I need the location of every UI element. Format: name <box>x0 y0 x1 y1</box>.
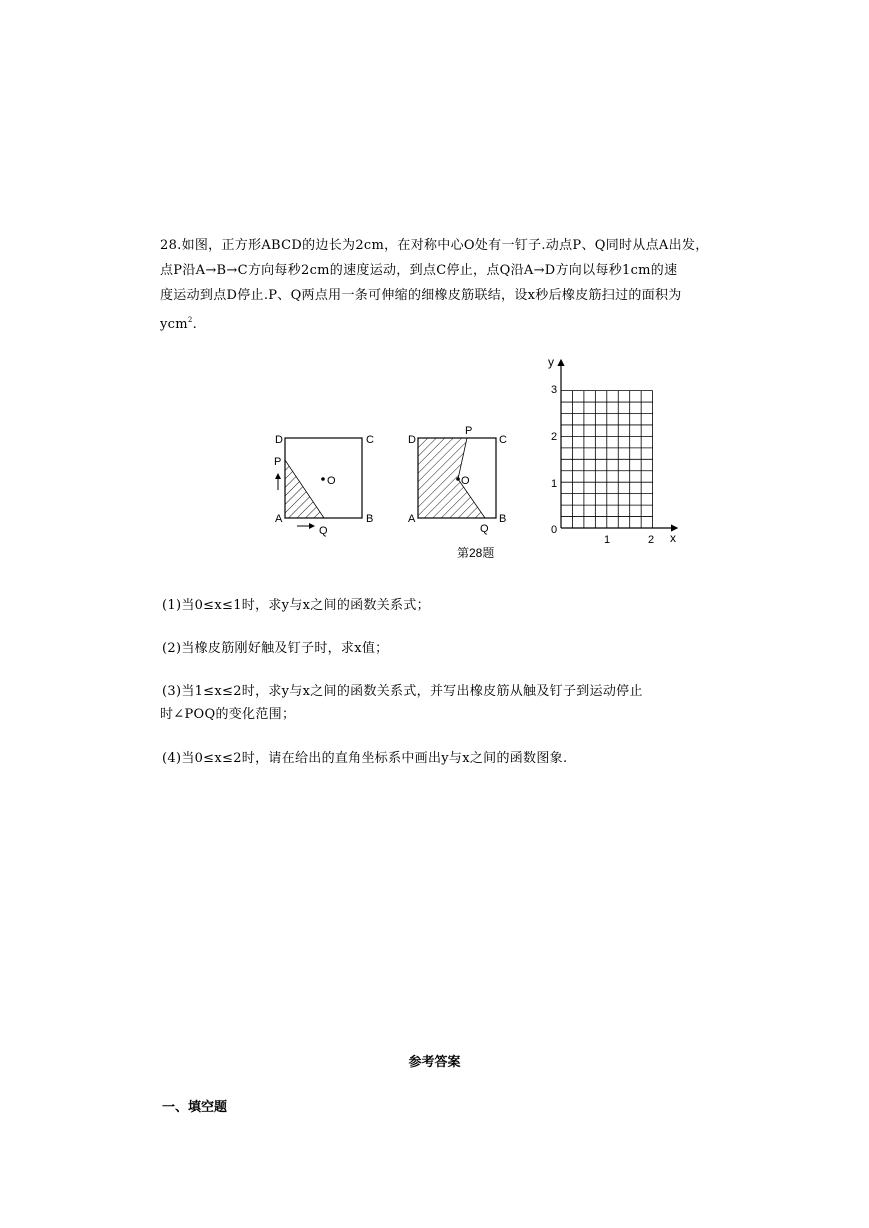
y-tick-2: 2 <box>551 431 558 443</box>
question-1: (1)当0≤x≤1时，求y与x之间的函数关系式； <box>162 598 430 613</box>
origin-label: 0 <box>551 524 558 536</box>
area-unit: ycm <box>160 317 188 332</box>
area-unit-exponent: 2 <box>187 316 193 324</box>
fig2-nail-point <box>456 477 460 481</box>
fig1-label-B: B <box>366 513 374 525</box>
fig2-label-Q: Q <box>480 523 489 535</box>
fig2-label-B: B <box>499 513 507 525</box>
coordinate-grid <box>561 391 653 528</box>
fig1-shaded-region <box>285 460 324 518</box>
answers-title: 参考答案 <box>408 1055 461 1070</box>
fig2-shaded-region <box>418 438 485 518</box>
fig1-label-D: D <box>275 434 283 446</box>
fig1-label-A: A <box>275 513 283 525</box>
fig1-label-P: P <box>274 456 282 468</box>
problem-figure <box>0 0 869 600</box>
fig2-label-D: D <box>408 434 416 446</box>
figure-caption: 第28题 <box>457 546 495 560</box>
fig2-label-C: C <box>499 434 507 446</box>
problem-line-1: 28.如图，正方形ABCD的边长为2cm，在对称中心O处有一钉子.动点P、Q同时从点A出发， <box>160 238 709 253</box>
x-axis-label: x <box>670 531 676 545</box>
question-2: (2)当橡皮筋刚好触及钉子时，求x值； <box>162 641 389 656</box>
y-tick-3: 3 <box>551 384 558 396</box>
problem-line-2: 点P沿A→B→C方向每秒2cm的速度运动，到点C停止，点Q沿A→D方向以每秒1cm的速 <box>160 263 678 278</box>
fig1-nail-point <box>321 477 325 481</box>
period: . <box>192 317 198 332</box>
x-tick-1: 1 <box>604 534 611 546</box>
question-4: (4)当0≤x≤2时，请在给出的直角坐标系中画出y与x之间的函数图象. <box>162 751 568 766</box>
fig1-label-O: O <box>327 475 336 487</box>
fig1-label-C: C <box>366 434 374 446</box>
y-tick-1: 1 <box>551 478 558 490</box>
answers-section-1: 一、填空题 <box>162 1100 228 1115</box>
y-axis-label: y <box>548 355 554 369</box>
fig2-label-O: O <box>461 475 470 487</box>
question-3-line-1: (3)当1≤x≤2时，求y与x之间的函数关系式，并写出橡皮筋从触及钉子到运动停止 <box>162 684 643 699</box>
figure-1 <box>274 434 374 537</box>
fig1-label-Q: Q <box>319 525 328 537</box>
question-3 <box>162 680 752 726</box>
fig2-label-A: A <box>408 513 416 525</box>
x-tick-2: 2 <box>648 534 655 546</box>
question-3-line-2: 时∠POQ的变化范围； <box>160 707 296 722</box>
problem-line-3: 度运动到点D停止.P、Q两点用一条可伸缩的细橡皮筋联结，设x秒后橡皮筋扫过的面积为 <box>160 288 682 303</box>
figure-2 <box>408 425 507 535</box>
fig2-label-P: P <box>465 425 473 437</box>
